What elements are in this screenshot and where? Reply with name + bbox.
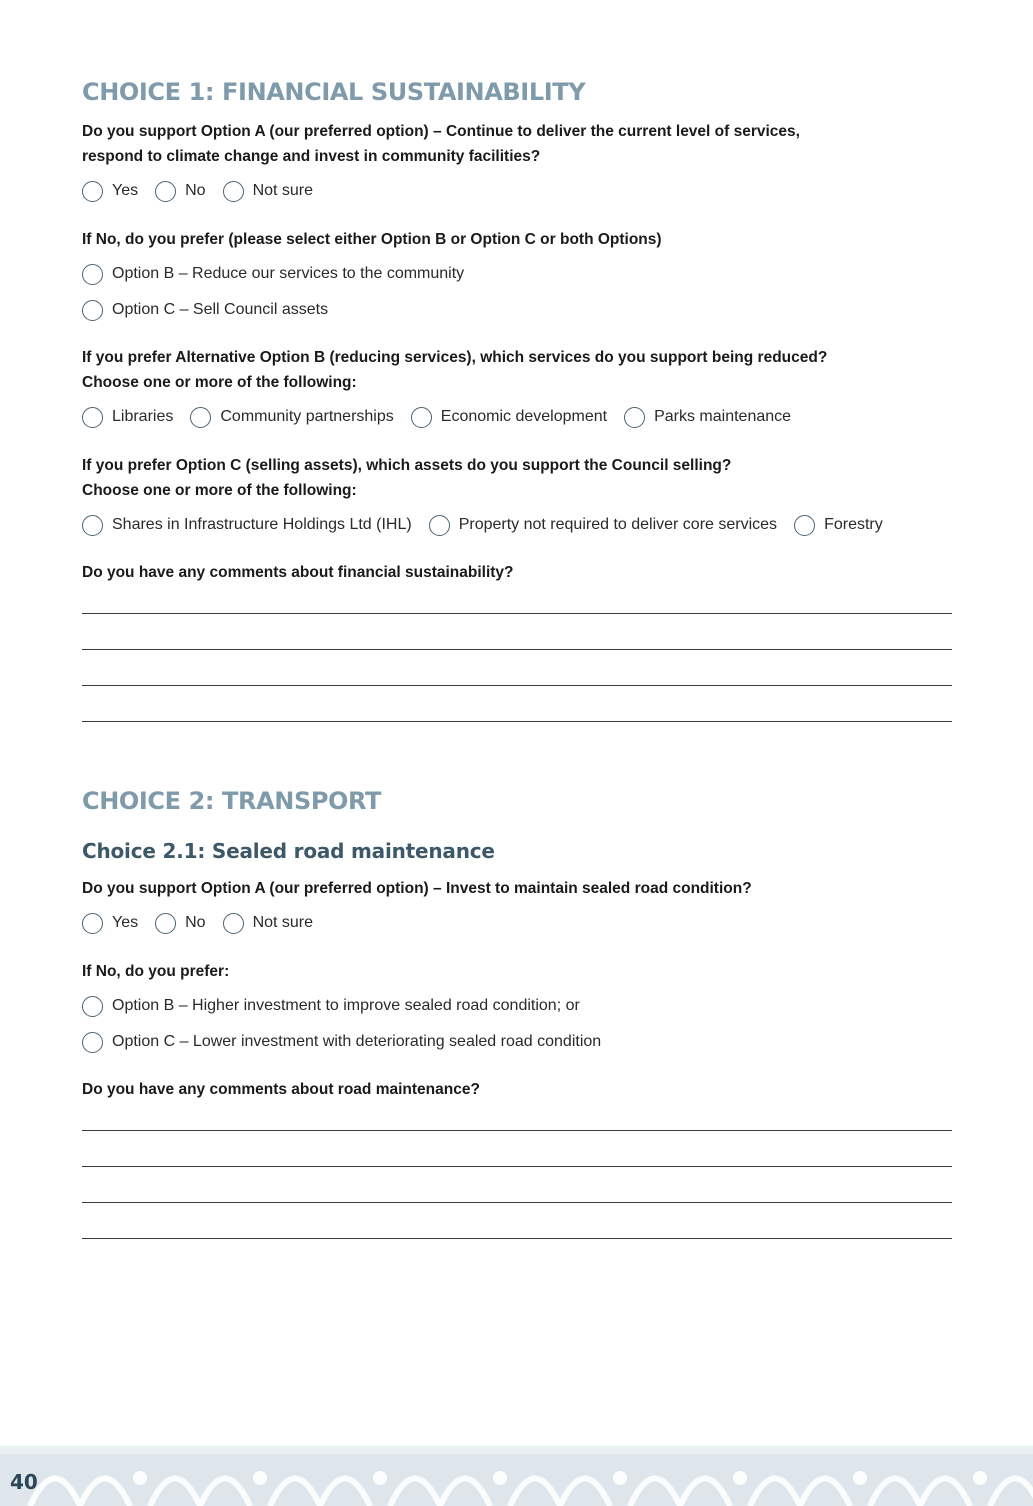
radio-circle[interactable]: [82, 913, 103, 934]
checkbox-parks-maintenance[interactable]: Parks maintenance: [624, 407, 791, 428]
radio-circle[interactable]: [82, 996, 103, 1017]
checkbox-property[interactable]: Property not required to deliver core services: [429, 515, 777, 536]
footer-pattern: [0, 1446, 1033, 1506]
radio-circle[interactable]: [82, 181, 103, 202]
choice1-option-b-row: [82, 261, 481, 287]
radio-circle[interactable]: [429, 515, 450, 536]
comment-line[interactable]: [82, 721, 952, 722]
radio-no[interactable]: No: [155, 181, 205, 202]
radio-option-c-sell-assets[interactable]: Option C – Sell Council assets: [82, 300, 328, 321]
radio-circle[interactable]: [624, 407, 645, 428]
radio-circle[interactable]: [155, 181, 176, 202]
choice1-question-services: If you prefer Alternative Option B (reducing services), which services do you support being reduced? Choose one or more of the following:: [82, 349, 828, 391]
checkbox-economic-development[interactable]: Economic development: [411, 407, 607, 428]
radio-circle[interactable]: [82, 407, 103, 428]
choice1-services-options: [82, 404, 808, 430]
choice1-support-options: [82, 178, 330, 204]
choice1-question-if-no: If No, do you prefer (please select either Option B or Option C or both Options): [82, 231, 662, 248]
comment-line[interactable]: [82, 1238, 952, 1239]
radio-circle[interactable]: [794, 515, 815, 536]
choice1-assets-options: [82, 512, 900, 538]
comment-line[interactable]: [82, 1166, 952, 1167]
radio-circle[interactable]: [223, 181, 244, 202]
choice2-support-options: [82, 910, 330, 936]
comment-line[interactable]: [82, 613, 952, 614]
choice2-question-comments: Do you have any comments about road maintenance?: [82, 1081, 480, 1098]
radio-circle[interactable]: [82, 1032, 103, 1053]
choice1-heading: CHOICE 1: FINANCIAL SUSTAINABILITY: [82, 78, 586, 106]
radio-no[interactable]: No: [155, 913, 205, 934]
choice1-option-c-row: [82, 297, 345, 323]
radio-circle[interactable]: [411, 407, 432, 428]
comment-line[interactable]: [82, 1202, 952, 1203]
radio-not-sure[interactable]: Not sure: [223, 913, 313, 934]
radio-circle[interactable]: [82, 300, 103, 321]
checkbox-forestry[interactable]: Forestry: [794, 515, 883, 536]
comment-line[interactable]: [82, 685, 952, 686]
radio-not-sure[interactable]: Not sure: [223, 181, 313, 202]
choice1-question-comments: Do you have any comments about financial sustainability?: [82, 564, 514, 581]
choice2-heading: CHOICE 2: TRANSPORT: [82, 787, 382, 815]
choice2-option-c-row: [82, 1029, 618, 1055]
radio-option-b-higher-investment[interactable]: Option B – Higher investment to improve sealed road condition; or: [82, 996, 580, 1017]
choice1-question-option-a: Do you support Option A (our preferred option) – Continue to deliver the current level of services, respond to climate change and invest in community facilities?: [82, 123, 800, 165]
radio-circle[interactable]: [82, 515, 103, 536]
comment-line[interactable]: [82, 1130, 952, 1131]
comment-line[interactable]: [82, 649, 952, 650]
radio-circle[interactable]: [82, 264, 103, 285]
koru-pattern-icon: [0, 1446, 1033, 1506]
radio-yes[interactable]: Yes: [82, 913, 138, 934]
choice2-subheading: Choice 2.1: Sealed road maintenance: [82, 839, 495, 863]
radio-circle[interactable]: [223, 913, 244, 934]
page-number: 40: [10, 1470, 38, 1494]
checkbox-community-partnerships[interactable]: Community partnerships: [190, 407, 393, 428]
radio-circle[interactable]: [190, 407, 211, 428]
radio-option-b-reduce-services[interactable]: Option B – Reduce our services to the community: [82, 264, 464, 285]
choice2-option-b-row: [82, 993, 597, 1019]
radio-circle[interactable]: [155, 913, 176, 934]
radio-option-c-lower-investment[interactable]: Option C – Lower investment with deteriorating sealed road condition: [82, 1032, 601, 1053]
checkbox-libraries[interactable]: Libraries: [82, 407, 173, 428]
choice1-question-assets: If you prefer Option C (selling assets), which assets do you support the Council selling? Choose one or more of the following:: [82, 457, 732, 499]
radio-yes[interactable]: Yes: [82, 181, 138, 202]
checkbox-ihl-shares[interactable]: Shares in Infrastructure Holdings Ltd (IHL): [82, 515, 412, 536]
choice2-question-if-no: If No, do you prefer:: [82, 963, 230, 980]
choice2-question-option-a: Do you support Option A (our preferred option) – Invest to maintain sealed road condition?: [82, 880, 752, 897]
